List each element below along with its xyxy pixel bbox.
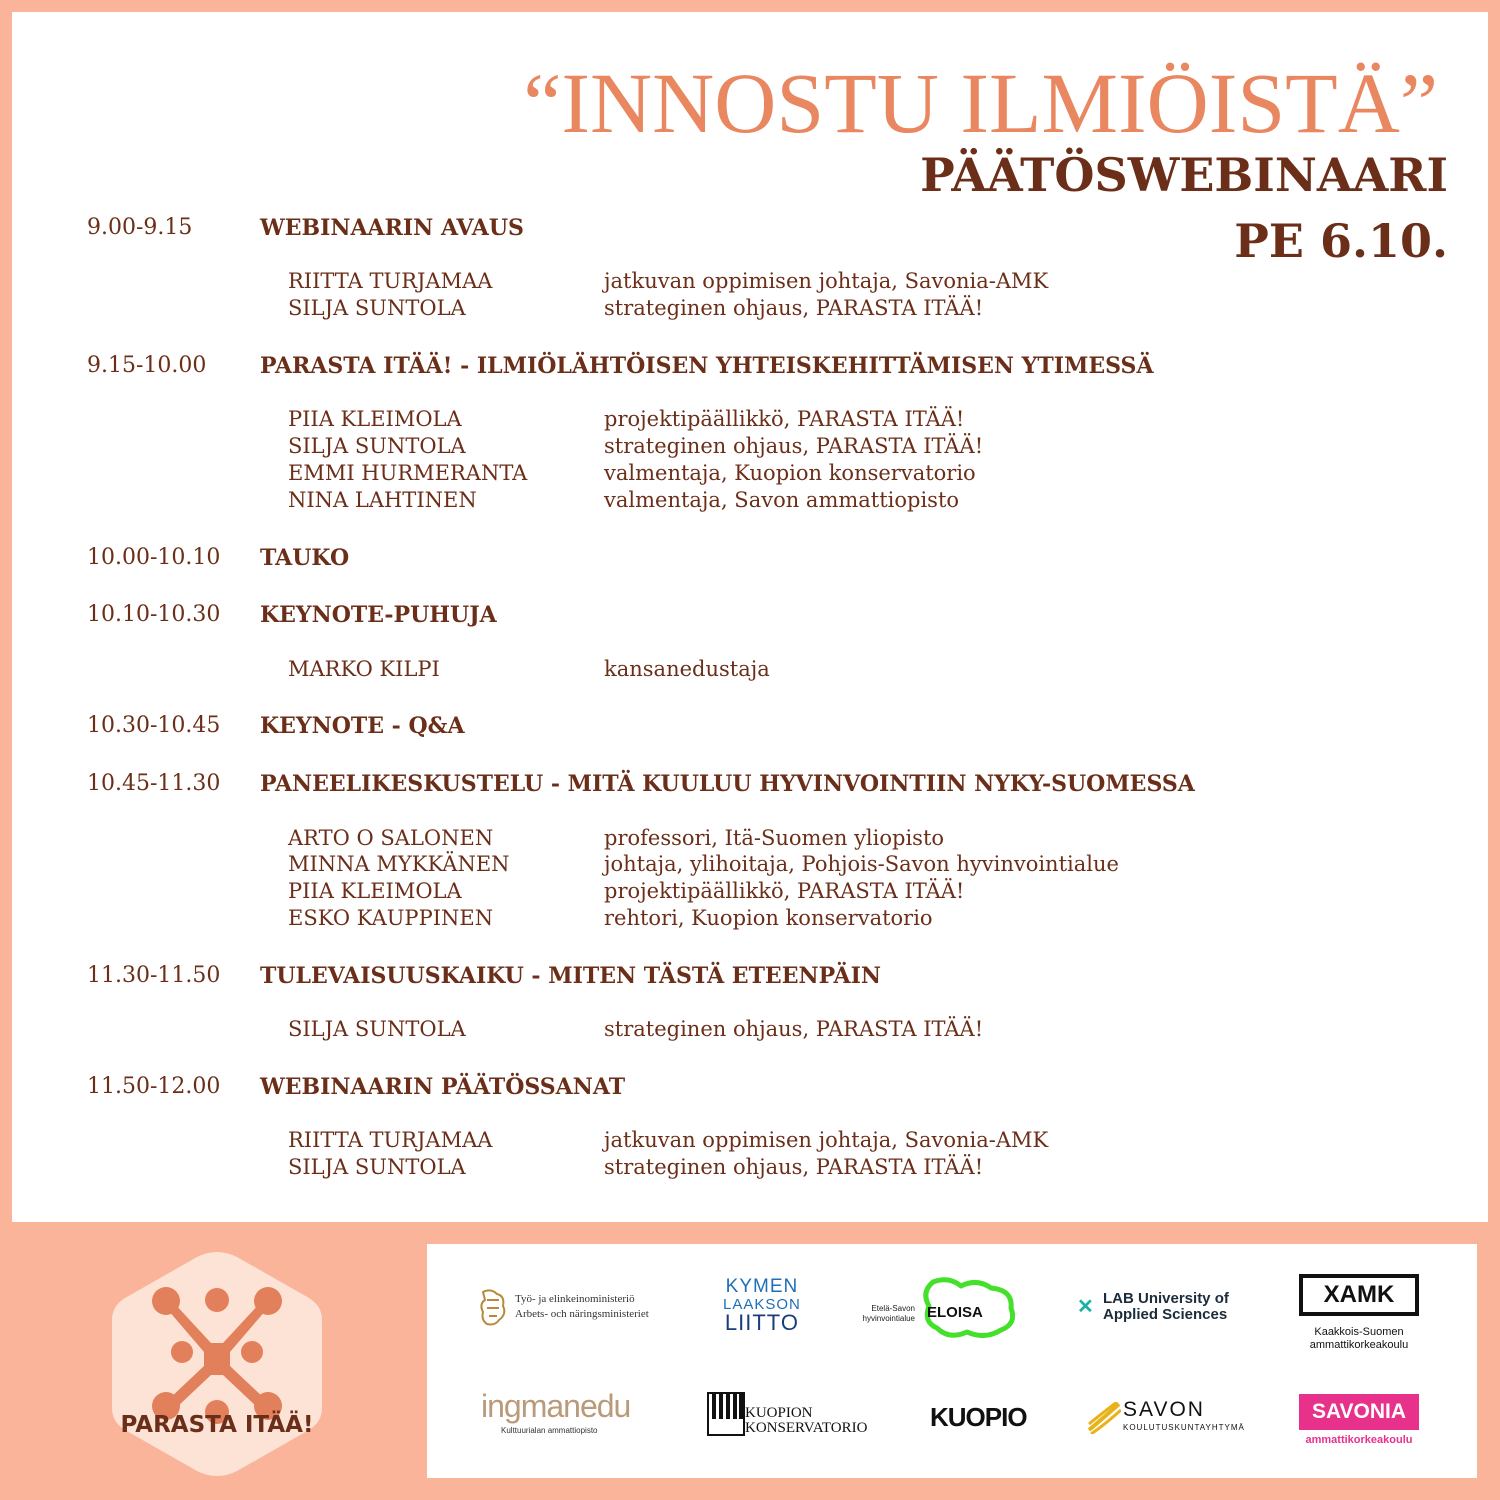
speaker-role: projektipäällikkö, PARASTA ITÄÄ! xyxy=(604,879,965,903)
logo-kymen-line3: LIITTO xyxy=(724,1310,799,1335)
session-time: 10.45-11.30 xyxy=(87,771,221,796)
session-time: 9.15-10.00 xyxy=(87,353,207,378)
logo-konservatorio-line2: KONSERVATORIO xyxy=(745,1420,868,1436)
speaker-name: ESKO KAUPPINEN xyxy=(288,906,494,930)
logo-eloisa-small-1: Etelä-Savon xyxy=(871,1304,915,1313)
speaker-role: jatkuvan oppimisen johtaja, Savonia-AMK xyxy=(604,1128,1049,1152)
speaker-role: rehtori, Kuopion konservatorio xyxy=(604,906,933,930)
speaker-role: kansanedustaja xyxy=(604,657,770,681)
session-title: TULEVAISUUSKAIKU - MITEN TÄSTÄ ETEENPÄIN xyxy=(260,963,881,989)
speaker-role: strateginen ohjaus, PARASTA ITÄÄ! xyxy=(604,1017,984,1041)
logo-lab xyxy=(1103,1291,1229,1323)
agenda-list xyxy=(12,12,1488,1222)
session-title: TAUKO xyxy=(260,545,350,571)
speaker-name: MARKO KILPI xyxy=(288,657,440,681)
session-time: 11.30-11.50 xyxy=(87,963,221,988)
brand-label: PARASTA ITÄÄ! xyxy=(120,1412,314,1438)
speaker-name: NINA LAHTINEN xyxy=(288,488,477,512)
logo-xamk-text xyxy=(1287,1326,1431,1352)
logo-kuopion-konservatorio xyxy=(745,1406,867,1436)
speaker-name: PIIA KLEIMOLA xyxy=(288,407,462,431)
logo-lab-line2: Applied Sciences xyxy=(1103,1306,1228,1323)
speaker-role: johtaja, ylihoitaja, Pohjois-Savon hyvinvointialue xyxy=(604,852,1119,876)
session-title: WEBINAARIN AVAUS xyxy=(260,215,524,241)
session-time: 10.10-10.30 xyxy=(87,602,221,627)
speaker-role: strateginen ohjaus, PARASTA ITÄÄ! xyxy=(604,296,984,320)
speaker-role: valmentaja, Kuopion konservatorio xyxy=(604,461,976,485)
session-time: 11.50-12.00 xyxy=(87,1074,221,1099)
speaker-role: strateginen ohjaus, PARASTA ITÄÄ! xyxy=(604,1155,984,1179)
session-time: 10.00-10.10 xyxy=(87,545,221,570)
speaker-name: SILJA SUNTOLA xyxy=(288,1155,466,1179)
speaker-name: ARTO O SALONEN xyxy=(288,826,494,850)
logo-xamk-line1: Kaakkois-Suomen xyxy=(1314,1326,1404,1338)
session-time: 10.30-10.45 xyxy=(87,713,221,738)
session-title: KEYNOTE-PUHUJA xyxy=(260,602,497,628)
logo-konservatorio-line1: KUOPION xyxy=(745,1405,813,1421)
logo-lab-line1: LAB University of xyxy=(1103,1290,1229,1307)
logo-savon-sub: KOULUTUSKUNTAYHTYMÄ xyxy=(1123,1423,1245,1432)
lion-crest-icon xyxy=(477,1286,509,1328)
speaker-name: SILJA SUNTOLA xyxy=(288,434,466,458)
agenda-sheet xyxy=(12,12,1488,1222)
logo-kymen-line2: LAAKSON xyxy=(723,1296,801,1313)
speaker-name: MINNA MYKKÄNEN xyxy=(288,852,510,876)
piano-keys-icon xyxy=(707,1392,745,1436)
dna-icon: ✕ xyxy=(1077,1296,1094,1318)
speaker-role: jatkuvan oppimisen johtaja, Savonia-AMK xyxy=(604,269,1049,293)
speaker-role: projektipäällikkö, PARASTA ITÄÄ! xyxy=(604,407,965,431)
logo-savonia-sub: ammattikorkeakoulu xyxy=(1305,1434,1413,1446)
session-title: PANEELIKESKUSTELU - MITÄ KUULUU HYVINVOINTIIN NYKY-SUOMESSA xyxy=(260,771,1195,797)
logo-eloisa-small xyxy=(847,1304,915,1324)
logo-eloisa-small-2: hyvinvointialue xyxy=(862,1314,915,1323)
event-date: PE 6.10. xyxy=(1234,214,1448,268)
logo-xamk: XAMK xyxy=(1299,1274,1419,1316)
logo-xamk-line2: ammattikorkeakoulu xyxy=(1309,1339,1409,1351)
session-title: PARASTA ITÄÄ! - ILMIÖLÄHTÖISEN YHTEISKEHITTÄMISEN YTIMESSÄ xyxy=(260,353,1154,379)
logo-tem-sv: Arbets- och näringsministeriet xyxy=(515,1308,649,1320)
speaker-name: PIIA KLEIMOLA xyxy=(288,879,462,903)
speaker-role: valmentaja, Savon ammattiopisto xyxy=(604,488,960,512)
event-title: “INNOSTU ILMIÖISTÄ” xyxy=(523,55,1438,151)
logo-ingmanedu: ingmanedu xyxy=(481,1388,631,1424)
speaker-name: EMMI HURMERANTA xyxy=(288,461,528,485)
event-subtitle: PÄÄTÖSWEBINAARI xyxy=(920,148,1448,202)
partner-logos xyxy=(427,1244,1477,1478)
savon-swoosh-icon xyxy=(1087,1402,1121,1434)
logo-savonia: SAVONIA xyxy=(1299,1394,1419,1430)
speaker-role: professori, Itä-Suomen yliopisto xyxy=(604,826,945,850)
speaker-name: SILJA SUNTOLA xyxy=(288,1017,466,1041)
logo-kymenlaakson-liitto xyxy=(723,1276,801,1335)
speaker-role: strateginen ohjaus, PARASTA ITÄÄ! xyxy=(604,434,984,458)
logo-savon: SAVON xyxy=(1123,1398,1205,1421)
session-time: 9.00-9.15 xyxy=(87,215,193,240)
logo-kymen-line1: KYMEN xyxy=(725,1276,799,1297)
logo-tem-fi: Työ- ja elinkeinoministeriö xyxy=(515,1293,635,1305)
speaker-name: RIITTA TURJAMAA xyxy=(288,269,493,293)
speaker-name: SILJA SUNTOLA xyxy=(288,296,466,320)
session-title: WEBINAARIN PÄÄTÖSSANAT xyxy=(260,1074,626,1100)
session-title: KEYNOTE - Q&A xyxy=(260,713,465,739)
logo-ingmanedu-sub: Kulttuurialan ammattiopisto xyxy=(501,1426,598,1435)
logo-tem xyxy=(515,1292,649,1322)
logo-eloisa: ELOISA xyxy=(927,1304,983,1321)
parasta-itaa-logo xyxy=(106,1248,328,1480)
logo-kuopio: KUOPIO xyxy=(930,1402,1027,1432)
speaker-name: RIITTA TURJAMAA xyxy=(288,1128,493,1152)
